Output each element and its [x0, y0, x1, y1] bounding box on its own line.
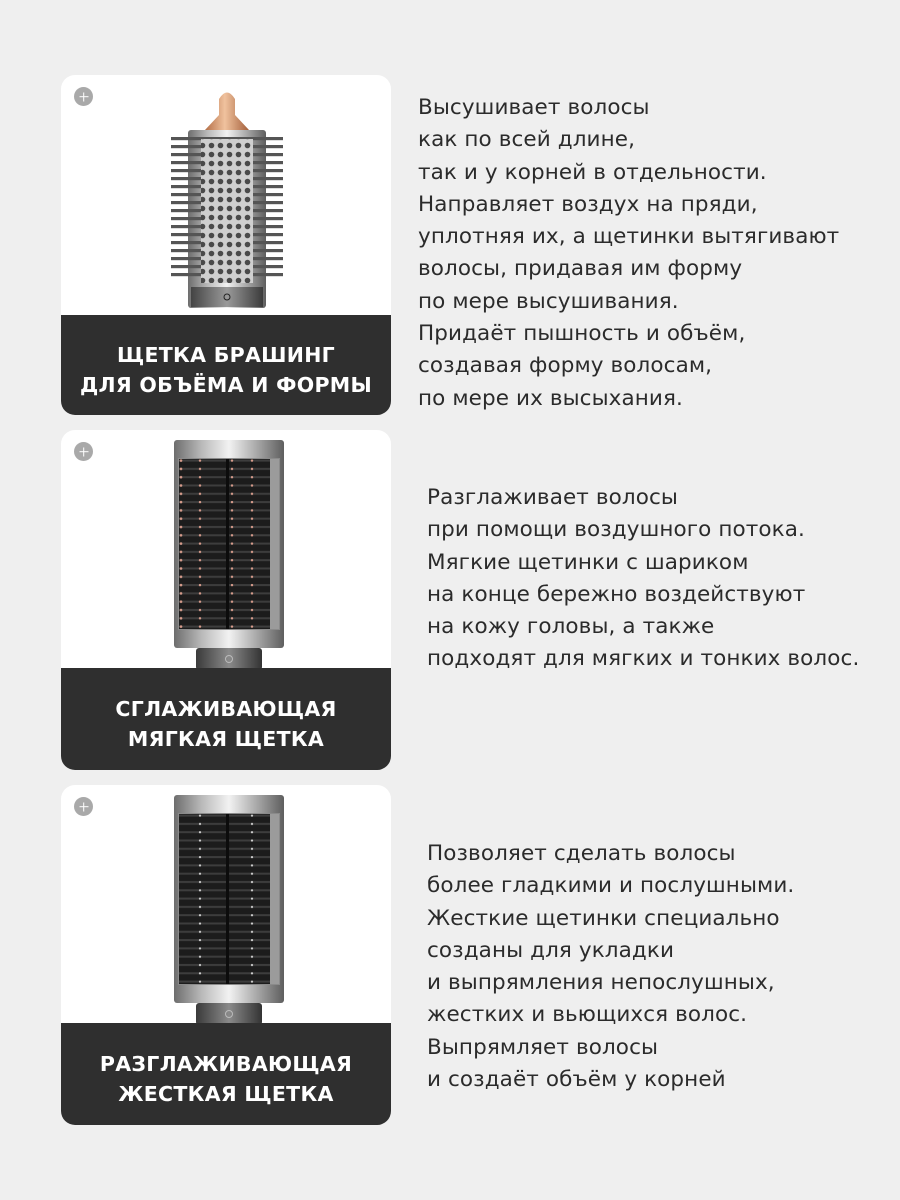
product-card-volumizing-brush[interactable]: [61, 75, 391, 415]
description-line: Жесткие щетинки специально: [427, 905, 780, 931]
product-title-line: ЖЕСТКАЯ ЩЕТКА: [118, 1082, 334, 1106]
description-line: при помощи воздушного потока.: [427, 517, 805, 543]
plus-icon[interactable]: [74, 442, 93, 461]
description-line: по мере высушивания.: [418, 288, 679, 314]
description-line: созданы для укладки: [427, 937, 675, 963]
round-volumizing-brush-icon: [171, 87, 283, 315]
description-line: Мягкие щетинки с шариком: [427, 549, 749, 575]
product-title-line: СГЛАЖИВАЮЩАЯ: [115, 697, 337, 721]
description-line: как по всей длине,: [418, 127, 636, 153]
description-line: Придаёт пышность и объём,: [418, 321, 746, 347]
product-title-line: ДЛЯ ОБЪЁМА И ФОРМЫ: [79, 373, 373, 397]
plus-icon[interactable]: [74, 87, 93, 106]
description-line: подходят для мягких и тонких волос.: [427, 646, 860, 672]
description-line: волосы, придавая им форму: [418, 256, 743, 282]
product-title-band: [61, 668, 391, 770]
description-line: Позволяет сделать волосы: [427, 841, 736, 866]
product-title-line: РАЗГЛАЖИВАЮЩАЯ: [99, 1052, 353, 1076]
product-title-line: МЯГКАЯ ЩЕТКА: [127, 727, 325, 751]
description-line: Разглаживает волосы: [427, 485, 678, 510]
description-line: создавая форму волосам,: [418, 353, 713, 379]
description-line: на кожу головы, а также: [427, 614, 715, 640]
description-line: так и у корней в отдельности.: [418, 159, 767, 185]
description-line: по мере их высыхания.: [418, 385, 683, 411]
description-line: на конце бережно воздействуют: [427, 581, 806, 607]
product-description-volumizing-brush: [418, 92, 839, 415]
product-title-band: [61, 1023, 391, 1125]
firm-smoothing-brush-icon: [174, 795, 284, 1027]
description-line: Высушивает волосы: [418, 95, 650, 120]
product-card-soft-smoothing-brush[interactable]: [61, 430, 391, 770]
description-line: и выпрямления непослушных,: [427, 970, 775, 996]
product-description-firm-smoothing-brush: [427, 838, 794, 1096]
description-line: уплотняя их, а щетинки вытягивают: [418, 224, 840, 250]
plus-icon[interactable]: [74, 797, 93, 816]
product-card-firm-smoothing-brush[interactable]: [61, 785, 391, 1125]
soft-smoothing-brush-icon: [174, 440, 284, 672]
description-line: и создаёт объём у корней: [427, 1067, 726, 1093]
description-line: Направляет воздух на пряди,: [418, 191, 758, 217]
description-line: более гладкими и послушными.: [427, 873, 795, 899]
product-title-line: ЩЕТКА БРАШИНГ: [116, 343, 336, 367]
product-title-band: [61, 315, 391, 415]
description-line: жестких и вьющихся волос.: [427, 1002, 748, 1028]
product-description-soft-smoothing-brush: [427, 482, 859, 676]
description-line: Выпрямляет волосы: [427, 1034, 659, 1060]
